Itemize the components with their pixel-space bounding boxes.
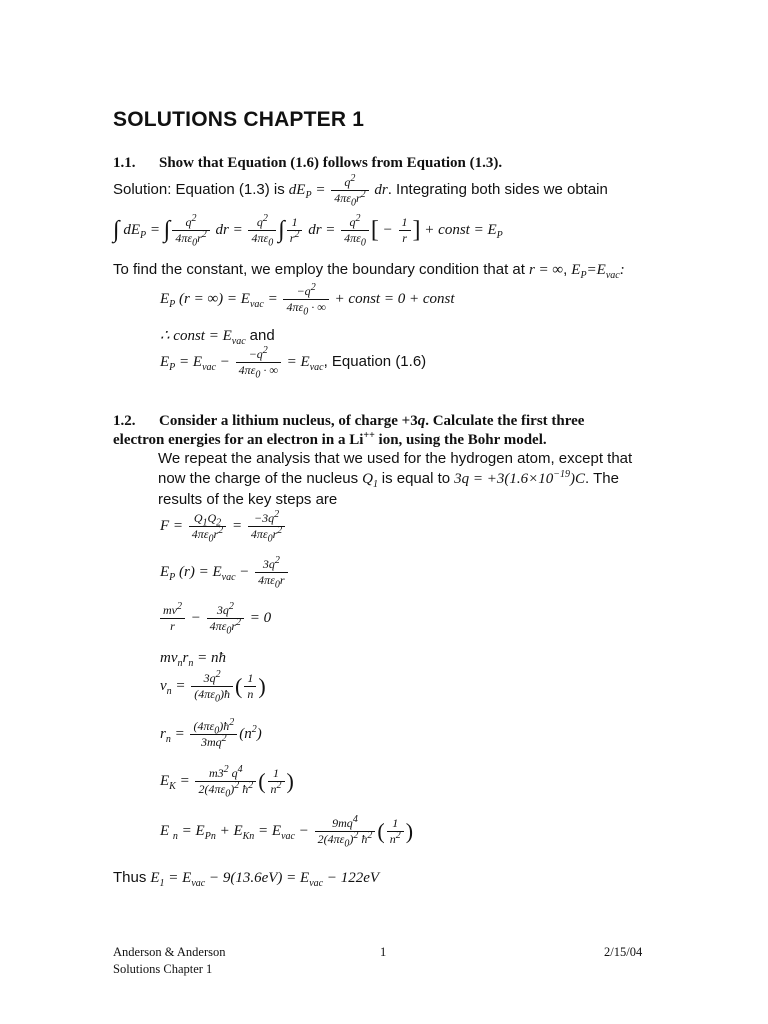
footer-date: 2/15/04 [604, 945, 643, 959]
para-line-1: We repeat the analysis that we used for the hydrogen atom, except that [158, 450, 633, 467]
solution-line [113, 173, 608, 209]
para-line-2c: . The [585, 470, 619, 487]
and-text: and [249, 327, 275, 344]
integral-equation: ∫ $dE_P$ = ∫ $\frac{q^2}{4\pi\varepsilon_0r^2}$ dr = $\frac{q^2}{4\pi\varepsilon_0}$ ∫ $\frac{1}{r^2}$ dr = $\frac{q^2}{4\pi\varepsilon_0}$ [ − $\frac{1}{r}$ ] + const = $E_P$ [113, 213, 503, 249]
footer-subtitle: Solutions Chapter 1 [113, 962, 213, 976]
eq-velocity: $v_n$ = $\frac{3q^2}{(4\pi\varepsilon_0)ħ}$ ( $\frac{1}{n}$ ) [160, 669, 266, 705]
boundary-comma: , [563, 261, 568, 278]
boundary-text: To find the constant, we employ the boundary condition that at [113, 261, 525, 278]
section-heading-1-1 [113, 155, 502, 172]
therefore-line: ∴ const = $E_{vac}$ and [160, 327, 275, 347]
para-line-2: now the charge of the nucleus $Q_1$ is equal to $3q = +3(1.6\times 10^{-19})C$. The [158, 469, 619, 490]
heading-text-c: electron energies for an electron in a Li [113, 432, 364, 448]
section-number: 1.2. [113, 413, 136, 429]
heading-text-a: Consider a lithium nucleus, of charge +3 [159, 413, 418, 429]
boundary-equation: $E_P$ (r = ∞) = $E_{vac}$ = $\frac{-q^2}{4\pi\varepsilon_0 \cdot \infty}$ + const = 0 + const [160, 282, 455, 318]
thus-line: Thus $E_1 = E_{vac} - 9(13.6eV) = E_{vac} - 122eV$ [113, 869, 380, 889]
thus-text: Thus [113, 869, 147, 886]
page-title: SOLUTIONS CHAPTER 1 [113, 108, 365, 131]
page-number: 1 [380, 945, 387, 959]
eq-kinetic: $E_K$ = $\frac{m3^2 q^4}{2(4\pi\varepsilon_0)^2 ħ^2}$ ( $\frac{1}{n^2}$ ) [160, 764, 294, 800]
section-heading-1-2: 1.2. Consider a lithium nucleus, of charge +3q. Calculate the first three [113, 413, 585, 429]
solution-prefix: Solution: Equation (1.3) is [113, 180, 285, 198]
eq-radius: $r_n$ = $\frac{(4\pi\varepsilon_0)ħ^2}{3mq^2}$ $(n^2)$ [160, 717, 262, 749]
eq-force-balance: $\frac{mv^2}{r}$ − $\frac{3q^2}{4\pi\varepsilon_0r^2}$ = 0 [158, 604, 271, 633]
solution-suffix: . Integrating both sides we obtain [387, 180, 608, 198]
eq-quantization: $mv_nr_n$ = nħ [160, 650, 226, 669]
heading-text-b: . Calculate the first three [425, 413, 585, 429]
equation-1-6: $E_P = E_{vac}$ − $\frac{-q^2}{4\pi\varepsilon_0 \cdot \infty}$ = $E_{vac}$, Equation (1.6) [160, 345, 427, 381]
eq-force: F = $\frac{Q_1Q_2}{4\pi\varepsilon_0r^2}$ = $\frac{-3q^2}{4\pi\varepsilon_0r^2}$ [160, 512, 287, 541]
equation-1-3: $dE_P$ = $\frac{q^2}{4\pi\varepsilon_0r^2}$ dr [288, 173, 388, 209]
footer-authors: Anderson & Anderson [113, 945, 226, 959]
para-line-2b: is equal to [381, 470, 451, 487]
section-number: 1.1. [113, 155, 136, 171]
eq-total-energy: E $_n = E_{Pn} + E_{Kn} = E_{vac}$ − $\frac{9mq^4}{2(4\pi\varepsilon_0)^2 ħ^2}$ ( $\frac{1}{n^2}$ ) [160, 814, 414, 850]
heading-text-d: ion, using the Bohr model. [374, 432, 547, 448]
para-line-3: results of the key steps are [158, 491, 338, 508]
eq-potential: $E_P$ $(r) = E_{vac}$ − $\frac{3q^2}{4\pi\varepsilon_0r}$ [160, 558, 290, 587]
para-line-2a: now the charge of the nucleus [158, 470, 359, 487]
section-heading-1-2-line2: electron energies for an electron in a Li++ ion, using the Bohr model. [113, 430, 547, 448]
boundary-line: To find the constant, we employ the boundary condition that at r = ∞, $E_P=E_{vac}$: [113, 261, 625, 281]
section-heading-text: Show that Equation (1.6) follows from Equation (1.3). [159, 155, 503, 171]
equation-1-6-label: , Equation (1.6) [323, 352, 427, 370]
